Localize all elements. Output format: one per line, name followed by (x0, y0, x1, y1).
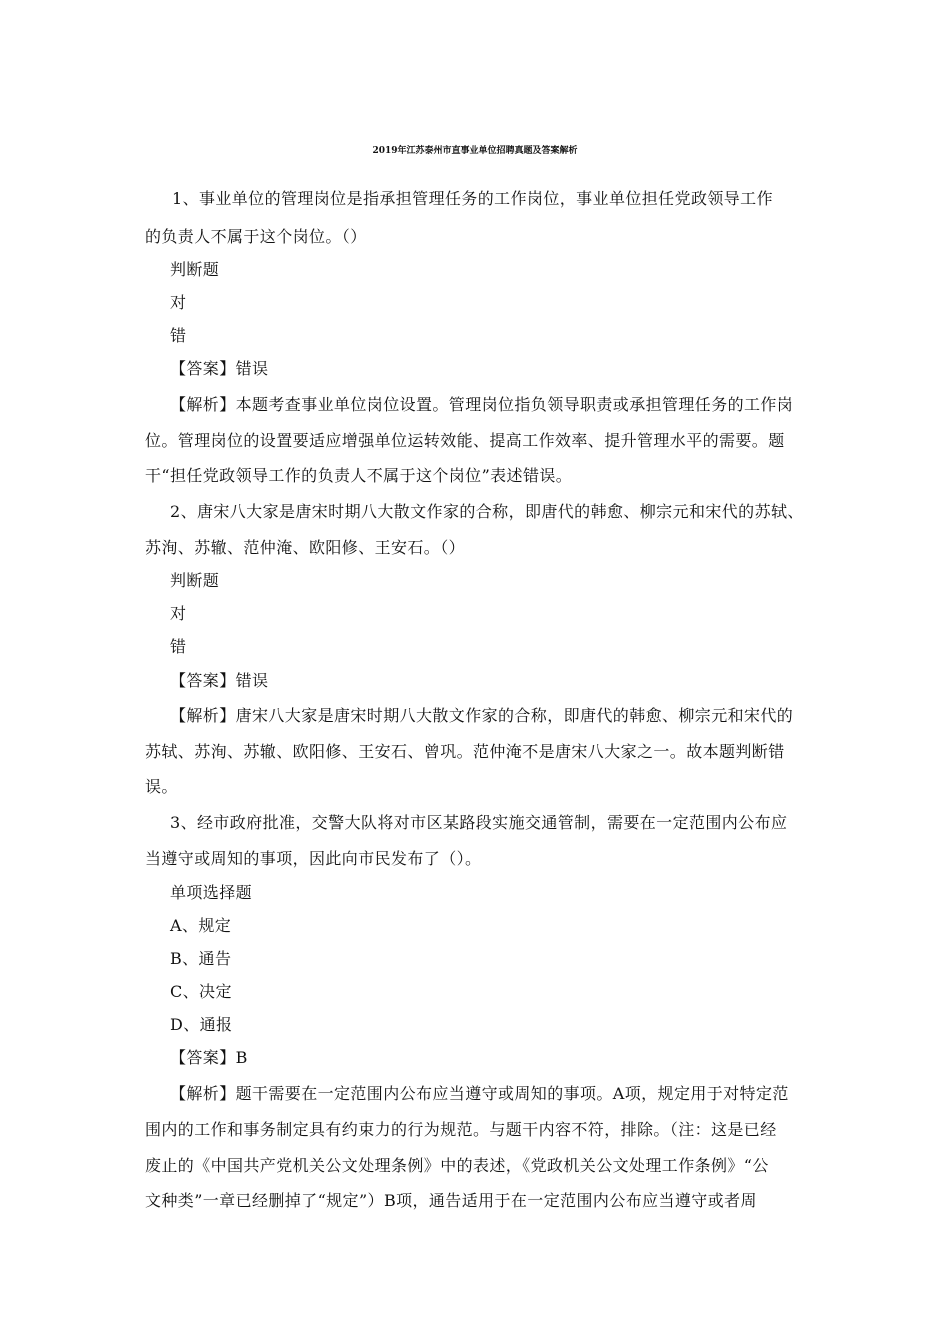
q3-option-b: B、通告 (170, 949, 232, 968)
q2-option-true: 对 (170, 604, 187, 623)
q2-type: 判断题 (170, 571, 220, 590)
q1-stem-line-2: 的负责人不属于这个岗位。（） (145, 227, 367, 246)
q3-analysis-line-3: 废止的《中国共产党机关公文处理条例》中的表述，《党政机关公文处理工作条例》“公 (145, 1156, 769, 1175)
q3-analysis-line-4: 文种类”一章已经删掉了“规定”）B项，通告适用于在一定范围内公布应当遵守或者周 (145, 1191, 757, 1210)
q2-option-false: 错 (170, 637, 187, 656)
q1-option-false: 错 (170, 326, 187, 345)
q2-analysis-line-1: 【解析】唐宋八大家是唐宋时期八大散文作家的合称，即唐代的韩愈、柳宗元和宋代的 (170, 706, 794, 725)
q3-option-d: D、通报 (170, 1015, 233, 1034)
q3-analysis-line-2: 围内的工作和事务制定具有约束力的行为规范。与题干内容不符，排除。（注：这是已经 (145, 1120, 777, 1139)
q2-stem-line-1: 2、唐宋八大家是唐宋时期八大散文作家的合称，即唐代的韩愈、柳宗元和宋代的苏轼、 (170, 502, 804, 521)
q3-analysis-line-1: 【解析】题干需要在一定范围内公布应当遵守或周知的事项。A项，规定用于对特定范 (170, 1084, 789, 1103)
q3-option-a: A、规定 (170, 916, 232, 935)
q1-analysis-line-3: 干“担任党政领导工作的负责人不属于这个岗位”表述错误。 (145, 466, 573, 485)
q2-stem-line-2: 苏洵、苏辙、范仲淹、欧阳修、王安石。（） (145, 538, 466, 557)
q1-stem-line-1: 1、事业单位的管理岗位是指承担管理任务的工作岗位，事业单位担任党政领导工作 (172, 189, 773, 208)
q3-answer: 【答案】B (170, 1048, 248, 1067)
q2-analysis-line-3: 误。 (145, 777, 178, 796)
q1-type: 判断题 (170, 260, 220, 279)
q1-option-true: 对 (170, 293, 187, 312)
q1-analysis-line-1: 【解析】本题考查事业单位岗位设置。管理岗位指负领导职责或承担管理任务的工作岗 (170, 395, 794, 414)
q1-answer: 【答案】错误 (170, 359, 269, 378)
q3-option-c: C、决定 (170, 982, 232, 1001)
q1-analysis-line-2: 位。管理岗位的设置要适应增强单位运转效能、提高工作效率、提升管理水平的需要。题 (145, 431, 785, 450)
q3-stem-line-1: 3、经市政府批准，交警大队将对市区某路段实施交通管制，需要在一定范围内公布应 (170, 813, 788, 832)
page-title: 2019年江苏泰州市直事业单位招聘真题及答案解析 (372, 146, 578, 156)
q2-answer: 【答案】错误 (170, 671, 269, 690)
q3-type: 单项选择题 (170, 883, 253, 902)
q2-analysis-line-2: 苏轼、苏洵、苏辙、欧阳修、王安石、曾巩。范仲淹不是唐宋八大家之一。故本题判断错 (145, 742, 785, 761)
q3-stem-line-2: 当遵守或周知的事项，因此向市民发布了（）。 (145, 849, 482, 868)
